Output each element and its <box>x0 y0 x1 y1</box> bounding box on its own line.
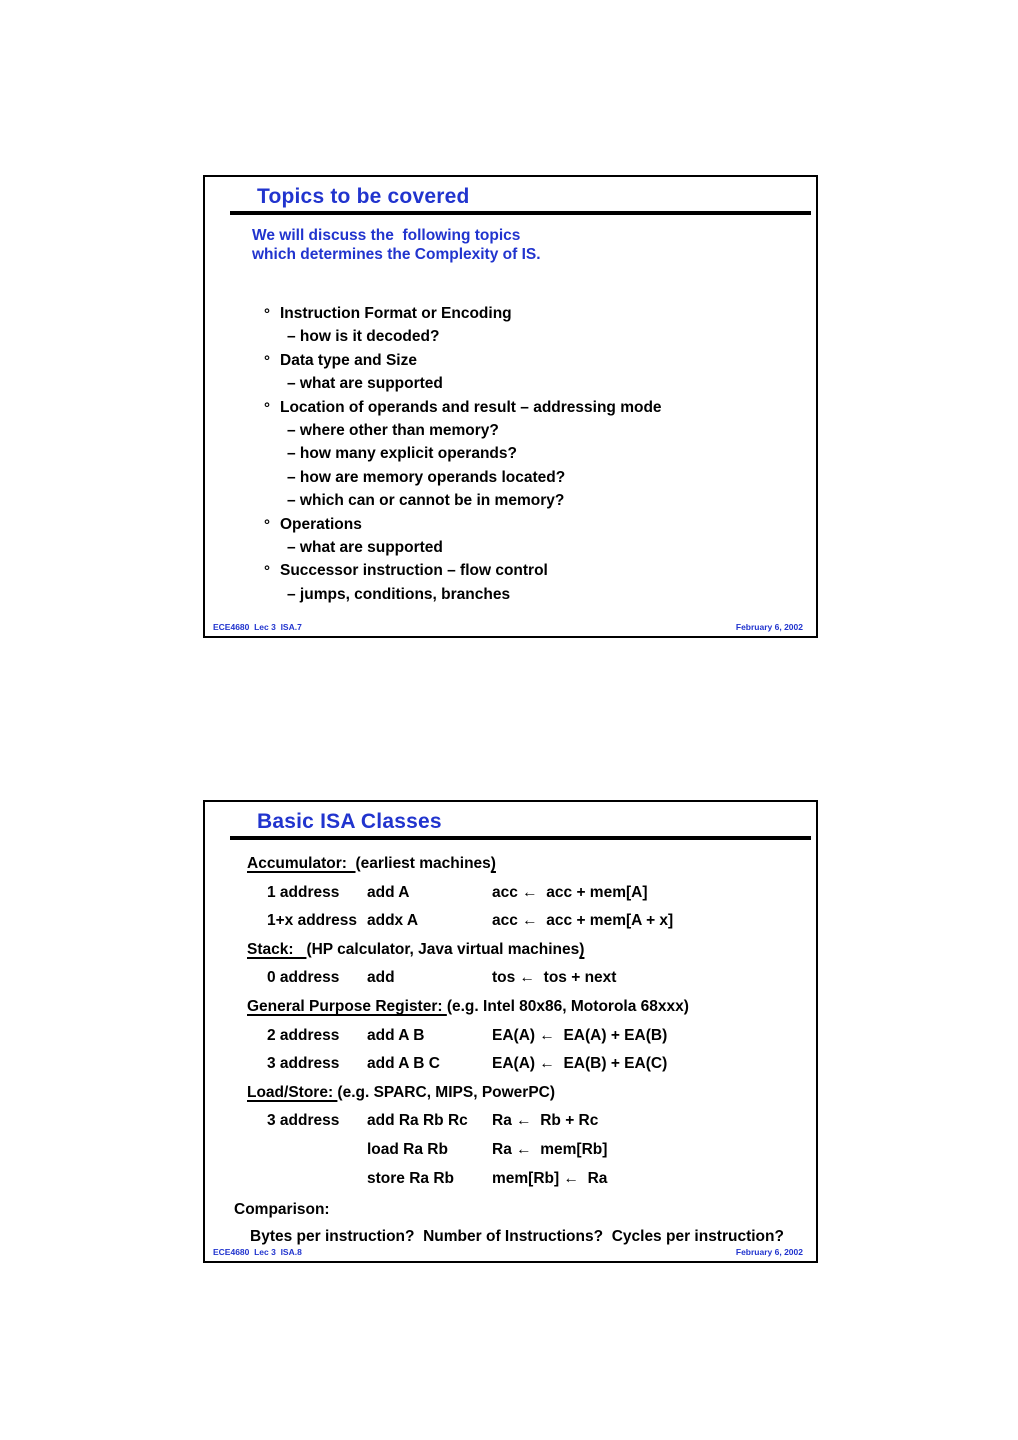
section-info: (HP calculator, Java virtual machines <box>306 940 580 958</box>
instruction: store Ra Rb <box>367 1169 454 1187</box>
sub-bullet-item <box>205 419 816 442</box>
slide-basic-isa-classes <box>203 800 818 1263</box>
address-count: 2 address <box>267 1026 340 1044</box>
bullet-text: – how many explicit operands? <box>287 445 517 463</box>
footer-date: February 6, 2002 <box>735 1247 803 1257</box>
isa-row <box>205 879 816 908</box>
instruction: load Ra Rb <box>367 1140 448 1158</box>
bullet-text: – how is it decoded? <box>287 328 440 346</box>
semantics: Ra ← Rb + Rc <box>492 1112 599 1130</box>
degree-bullet-icon: ° <box>264 306 270 323</box>
isa-row <box>205 1107 816 1136</box>
instruction: add A <box>367 883 410 901</box>
topics-list <box>205 302 816 606</box>
bullet-text: Operations <box>280 515 362 533</box>
slide2-footer <box>213 1247 803 1257</box>
semantics: Ra ← mem[Rb] <box>492 1140 608 1158</box>
sub-bullet-item <box>205 536 816 559</box>
bullet-item <box>205 396 816 419</box>
section-close-paren: ) <box>490 855 496 872</box>
isa-row <box>205 964 816 993</box>
comparison-label: Comparison: <box>234 1201 330 1219</box>
instruction: add <box>367 969 395 987</box>
degree-bullet-icon: ° <box>264 563 270 581</box>
semantics: mem[Rb] ← Ra <box>492 1169 608 1187</box>
section-header-accumulator <box>205 850 816 879</box>
semantics: tos ← tos + next <box>492 969 617 987</box>
footer-slide-id: ECE4680 Lec 3 ISA.8 <box>213 1247 302 1257</box>
isa-row <box>205 1022 816 1051</box>
section-header-stack <box>205 936 816 965</box>
slide1-title-rule <box>230 211 811 215</box>
section-info: (earliest machines <box>355 855 491 872</box>
bullet-text: Instruction Format or Encoding <box>280 305 512 322</box>
instruction: add A B <box>367 1026 425 1044</box>
semantics: acc ← acc + mem[A] <box>492 883 648 901</box>
bullet-text: – what are supported <box>287 539 443 557</box>
isa-row <box>205 1050 816 1079</box>
slide1-intro <box>252 226 816 264</box>
degree-bullet-icon: ° <box>264 352 270 370</box>
bullet-text: – jumps, conditions, branches <box>287 585 511 603</box>
intro-line-1: We will discuss the following topics <box>252 227 521 244</box>
bullet-text: – which can or cannot be in memory? <box>287 492 565 510</box>
slide2-title-rule <box>230 836 811 840</box>
comparison-block <box>205 1196 816 1249</box>
address-count: 1+x address <box>267 912 358 930</box>
section-close-paren: ) <box>579 940 585 958</box>
slide2-title: Basic ISA Classes <box>257 810 442 833</box>
footer-slide-id: ECE4680 Lec 3 ISA.7 <box>213 622 302 632</box>
section-info: (e.g. SPARC, MIPS, PowerPC) <box>337 1083 556 1101</box>
section-label: Accumulator: <box>247 855 356 872</box>
sub-bullet-item <box>205 325 816 348</box>
sub-bullet-item <box>205 583 816 606</box>
sub-bullet-item <box>205 489 816 512</box>
isa-row <box>205 1165 816 1194</box>
instruction: addx A <box>367 912 419 930</box>
section-header-general-purpose-register <box>205 993 816 1022</box>
section-info: (e.g. Intel 80x86, Motorola 68xxx) <box>446 997 689 1015</box>
sub-bullet-item <box>205 372 816 395</box>
isa-classes-table <box>205 850 816 1193</box>
slide1-footer <box>213 622 803 632</box>
degree-bullet-icon: ° <box>264 399 270 417</box>
section-label: Stack: <box>247 940 307 958</box>
address-count: 1 address <box>267 883 340 901</box>
address-count: 3 address <box>267 1055 340 1073</box>
address-count <box>267 1165 367 1194</box>
bullet-item <box>205 559 816 582</box>
bullet-text: – what are supported <box>287 375 443 393</box>
comparison-questions: Bytes per instruction? Number of Instructions? Cycles per instruction? <box>250 1228 784 1246</box>
bullet-item <box>205 513 816 536</box>
address-count <box>267 1136 367 1165</box>
semantics: EA(A) ← EA(A) + EA(B) <box>492 1026 668 1044</box>
address-count: 0 address <box>267 969 340 987</box>
semantics: EA(A) ← EA(B) + EA(C) <box>492 1055 668 1073</box>
footer-date: February 6, 2002 <box>735 622 803 632</box>
section-label: General Purpose Register: <box>247 997 447 1015</box>
bullet-text: Successor instruction – flow control <box>280 562 548 580</box>
bullet-text: – where other than memory? <box>287 422 499 440</box>
semantics: acc ← acc + mem[A + x] <box>492 912 674 930</box>
section-label: Load/Store: <box>247 1083 338 1101</box>
sub-bullet-item <box>205 442 816 465</box>
bullet-item <box>205 349 816 372</box>
degree-bullet-icon: ° <box>264 516 270 534</box>
instruction: add A B C <box>367 1055 440 1073</box>
bullet-text: – how are memory operands located? <box>287 468 566 486</box>
slide-topics-to-be-covered <box>203 175 818 638</box>
instruction: add Ra Rb Rc <box>367 1112 468 1130</box>
section-header-load-store <box>205 1079 816 1108</box>
intro-line-2: which determines the Complexity of IS. <box>252 246 541 263</box>
isa-row <box>205 907 816 936</box>
slide1-title: Topics to be covered <box>257 185 470 208</box>
bullet-text: Location of operands and result – addressing mode <box>280 398 662 416</box>
isa-row <box>205 1136 816 1165</box>
bullet-text: Data type and Size <box>280 351 417 369</box>
address-count: 3 address <box>267 1112 340 1130</box>
bullet-item <box>205 302 816 325</box>
sub-bullet-item <box>205 466 816 489</box>
